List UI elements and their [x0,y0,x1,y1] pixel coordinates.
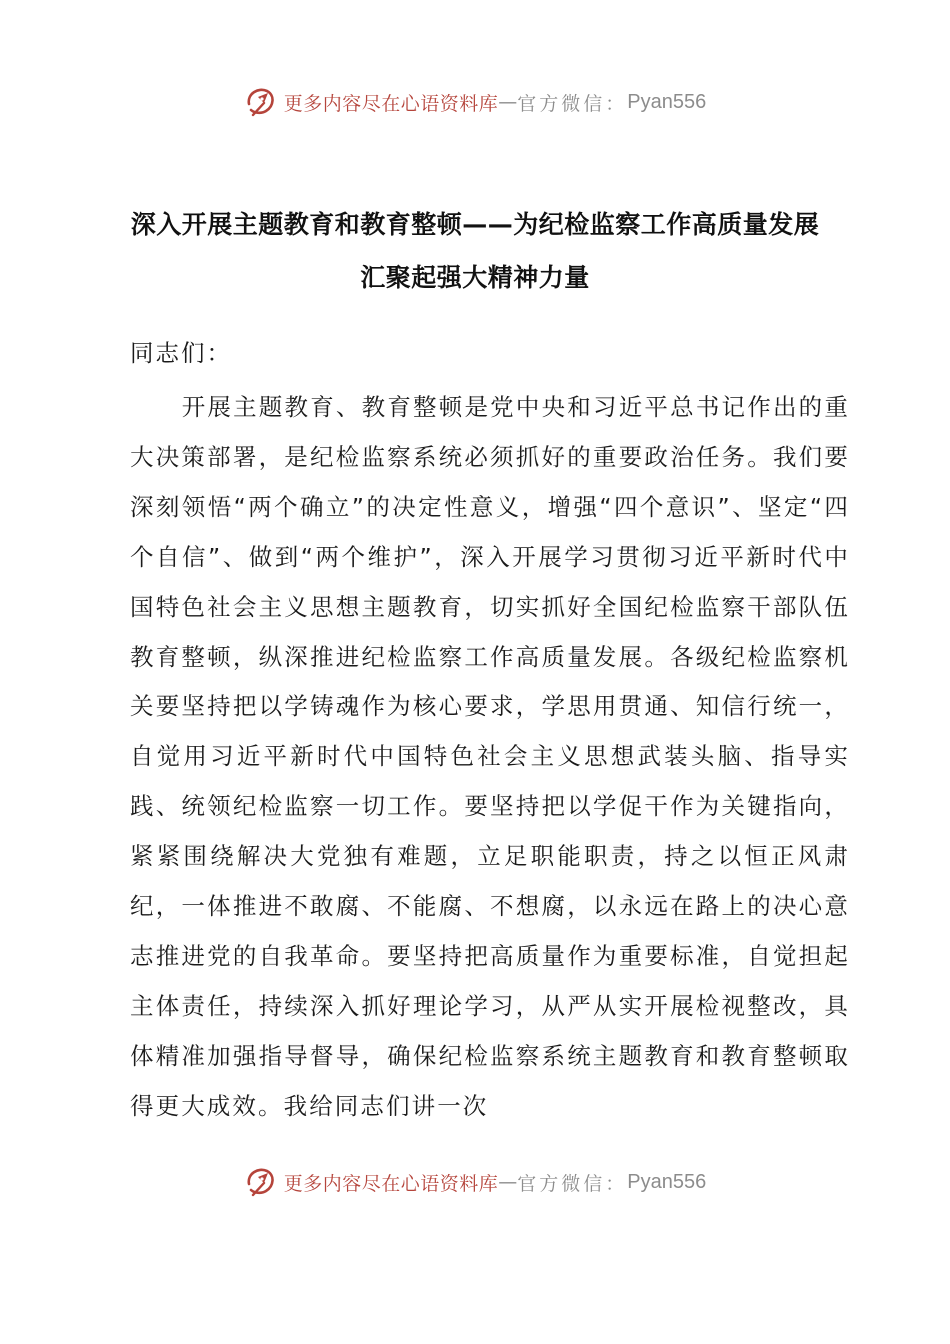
watermark-brand-text: 更多内容尽在心语资料库 [283,1172,499,1195]
document-title-line-1: 深入开展主题教育和教育整顿——为纪检监察工作高质量发展 [130,210,820,239]
watermark-separator: — [498,1171,518,1193]
watermark-wechat-id: Pyan556 [627,1170,707,1193]
pen-nib-logo-icon [244,84,280,120]
footer-watermark-banner [0,1162,950,1202]
header-watermark-banner [0,82,950,122]
watermark-wechat-label: 官方微信： [517,92,628,115]
watermark-brand-text: 更多内容尽在心语资料库 [283,92,499,115]
watermark-separator: — [498,91,518,113]
pen-nib-logo-icon [244,1164,280,1200]
watermark-wechat-id: Pyan556 [627,90,707,113]
body-paragraph: 开展主题教育、教育整顿是党中央和习近平总书记作出的重大决策部署，是纪检监察系统必须抓好的重要政治任务。我们要深刻领悟“两个确立”的决定性意义，增强“四个意识”、坚定“四个自信”、做到“两个维护”，深入开展学习贯彻习近平新时代中国特色社会主义思想主题教育，切实抓好全国纪检监察干部队伍教育整顿，纵深推进纪检监察工作高质量发展。各级纪检监察机关要坚持把以学铸魂作为核心要求，学思用贯通、知信行统一，自觉用习近平新时代中国特色社会主义思想武装头脑、指导实践、统领纪检监察一切工作。要坚持把以学促干作为关键指向，紧紧围绕解决大党独有难题，立足职能职责，持之以恒正风肃纪，一体推进不敢腐、不能腐、不想腐，以永远在路上的决心意志推进党的自我革命。要坚持把高质量作为重要标准，自觉担起主体责任，持续深入抓好理论学习，从严从实开展检视整改，具体精准加强指导督导，确保纪检监察系统主题教育和教育整顿取得更大成效。我给同志们讲一次 [130,393,850,1120]
document-title-line-2: 汇聚起强大精神力量 [360,263,590,292]
watermark-wechat-label: 官方微信： [517,1172,628,1195]
salutation: 同志们： [130,339,232,367]
